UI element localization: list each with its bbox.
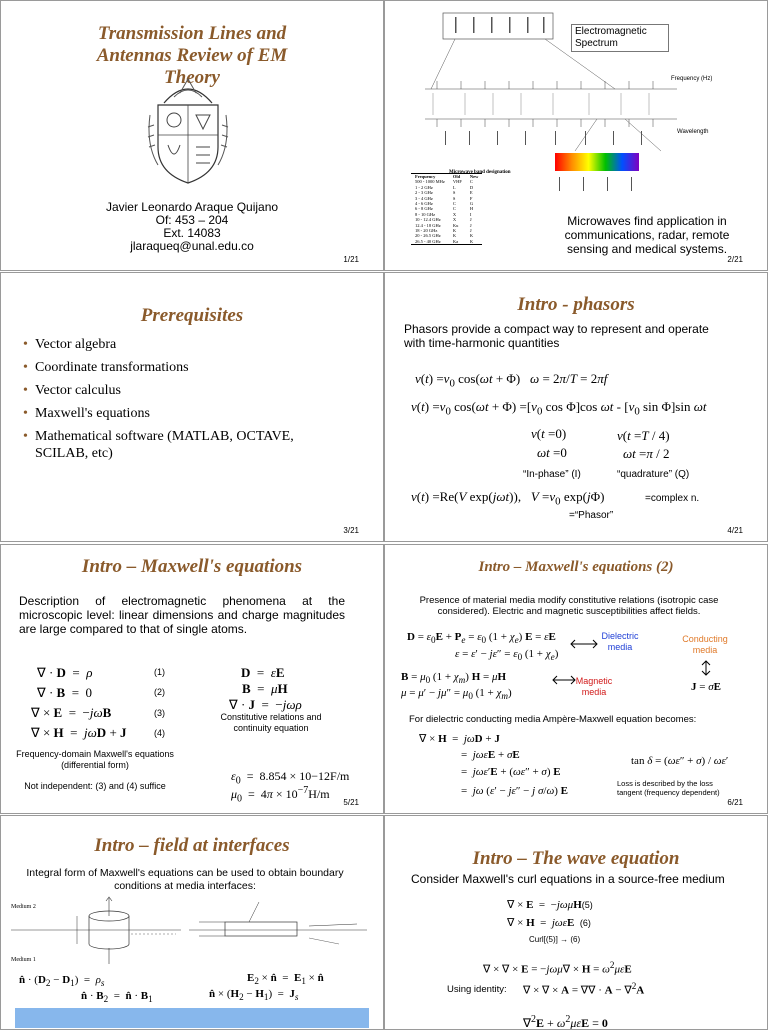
conducting-label: Conducting media <box>682 634 728 655</box>
list-item: • Maxwell's equations <box>23 405 343 422</box>
table-cell: J <box>469 222 472 228</box>
slide-title: Intro - phasors <box>517 294 635 315</box>
equation: $\mu = \mu' - j\mu'' = \mu_0$ $(1 + \chi_m)$ <box>401 687 512 702</box>
equation: ∇ × ∇ × $E = -j\omega\mu\nabla \times H = \omega^2\mu\varepsilon E$ <box>483 960 632 976</box>
wavelength-label: Wavelength <box>677 129 709 135</box>
table-cell: L <box>452 184 456 190</box>
table-header-cell: Old <box>452 174 461 179</box>
equation: $\nabla^2E + \omega^2\mu\varepsilon E = 0$ <box>523 1014 608 1030</box>
slide-title: Prerequisites <box>140 305 244 326</box>
equation: v(t) =Re(V exp(jωt)), $V =v_0$ exp(jΦ) <box>411 489 605 508</box>
slide-3 <box>0 272 384 542</box>
equation: $E_2$ × n̂ = $E_1$ × n̂ <box>247 972 324 987</box>
slide-7 <box>0 815 384 1030</box>
eq-number: (4) <box>154 728 165 738</box>
equation: ∇ × H = jωD + J <box>419 733 500 745</box>
equation: $v(t) =v_0$ cos(ωt + Φ) ω = 2π/T = 2πf <box>415 371 608 390</box>
table-cell: E <box>469 190 473 196</box>
equation: $D = \varepsilon_0E + P_e = \varepsilon_0$ $(1 + \chi_e)$ E = εE <box>407 631 556 646</box>
slide-5 <box>0 544 384 814</box>
vertical-double-arrow-icon <box>700 659 712 677</box>
complex-label: =complex n. <box>645 493 700 504</box>
table-cell: 26.5 - 40 GHz <box>415 238 441 244</box>
slide-2 <box>384 0 768 271</box>
table-cell: 6 - 8 GHz <box>415 206 433 212</box>
table-cell: 500 - 1000 MHz <box>415 179 445 185</box>
table-row <box>411 239 482 245</box>
phasor-label: =“Phasor” <box>569 510 614 521</box>
page-number: 2/21 <box>727 255 743 264</box>
email: jlaraqueq@unal.edu.co <box>130 239 254 253</box>
table-cell: Ka <box>452 238 459 244</box>
dielectric-label: Dielectric media <box>601 631 639 652</box>
equation: ωt =0 <box>537 445 567 460</box>
table-cell: D <box>469 184 474 190</box>
loss-caption: Loss is described by the loss tangent (frequency dependent) <box>617 779 720 797</box>
equation: ωt =π / 2 <box>623 446 670 461</box>
eq-number: (2) <box>154 687 165 697</box>
table-cell: H <box>469 206 474 212</box>
list-item: • Mathematical software (MATLAB, OCTAVE, SCILAB, etc) <box>23 428 343 462</box>
identity-label: Using identity: <box>447 984 507 995</box>
table-cell: X <box>452 211 457 217</box>
eps0-value: 8.854 × 10−12F/m <box>259 769 350 783</box>
equation: B = μH <box>242 681 288 696</box>
equation: tan δ = (ωε″ + σ) / ωε′ <box>631 755 729 767</box>
equation: v(t =0) <box>531 426 567 441</box>
table-header-cell: Frequency <box>415 174 436 179</box>
list-item: • Vector calculus <box>23 382 343 399</box>
frequency-domain-caption: Frequency-domain Maxwell's equations (differential form) <box>16 749 174 770</box>
interfaces-intro: Integral form of Maxwell's equations can be used to obtain boundary conditions at media interfaces: <box>26 867 344 892</box>
independence-note: Not independent: (3) and (4) suffice <box>24 781 166 791</box>
slide-title: Intro – field at interfaces <box>94 835 290 856</box>
table-cell: J <box>469 228 472 234</box>
band-table <box>411 173 482 245</box>
magnetic-label: Magnetic media <box>575 676 613 697</box>
slide-title: Intro – Maxwell's equations (2) <box>478 559 674 575</box>
pillbox-diagram <box>11 896 186 966</box>
curl-note: Curl[(5)] → (6) <box>529 935 581 944</box>
slide-title: Intro – Maxwell's equations <box>81 556 303 577</box>
table-cell: C <box>452 206 456 212</box>
wave-intro: Consider Maxwell's curl equations in a source-free medium <box>411 872 725 886</box>
slide-4 <box>384 272 768 542</box>
equation: ∇ × E = −jωμH(5) <box>507 899 593 911</box>
frequency-label: Frequency (Hz) <box>671 76 713 82</box>
table-cell: VHF <box>452 179 462 185</box>
equation: ∇ × E = −jωB <box>31 705 112 720</box>
equation: ∇ × H = jωD + J <box>31 725 127 740</box>
table-cell: S <box>452 190 456 196</box>
table-cell: 1 - 2 GHz <box>415 184 433 190</box>
page-number: 1/21 <box>343 255 359 264</box>
slide-title: Transmission Lines and Antennas Review of EM Theory <box>96 23 288 88</box>
equation: D = εE <box>241 665 285 680</box>
slide-6 <box>384 544 768 814</box>
table-cell: 12.4 - 18 GHz <box>415 222 441 228</box>
table-cell: K <box>469 238 474 244</box>
table-cell: S <box>452 195 456 201</box>
table-cell: K <box>452 233 457 239</box>
loop-diagram <box>189 896 369 966</box>
table-cell: J <box>469 217 472 223</box>
table-cell: 8 - 10 GHz <box>415 211 436 217</box>
equation: n̂ · $(D_2 - D_1) = \rho_s$ <box>19 974 105 989</box>
equation: J = σE <box>691 681 721 693</box>
microwave-caption: Microwaves find application in communications, radar, remote sensing and medical systems. <box>564 214 730 256</box>
prerequisites-list <box>23 336 343 468</box>
table-cell: K <box>452 228 457 234</box>
equation: $\mu_0 = 4\pi \times 10^{-7}H/m$ <box>231 785 330 805</box>
equation: ∇ × ∇ × A = ∇∇ · A − ∇$^2$A <box>523 981 645 997</box>
table-cell: 2 - 3 GHz <box>415 190 433 196</box>
eq-number: (3) <box>154 708 165 718</box>
page-number: 5/21 <box>343 798 359 807</box>
equation: $\varepsilon = \varepsilon' - j\varepsilon'' = \varepsilon_0$ $(1 + \chi_e)$ <box>455 648 559 663</box>
table-cell: K <box>469 233 474 239</box>
equation: ∇ · J = −jωρ <box>229 697 302 712</box>
table-cell: 10 - 12.4 GHz <box>415 217 441 223</box>
equation: = jω (ε′ − jε″ − j σ/ω) E <box>461 785 568 797</box>
author: Javier Leonardo Araque Quijano <box>105 200 279 214</box>
quadrature-label: “quadrature” (Q) <box>617 469 690 480</box>
page-number: 6/21 <box>727 798 743 807</box>
equation: ∇ · D = ρ <box>37 665 93 680</box>
extension: Ext. 14083 <box>163 226 221 240</box>
ampere-caption: For dielectric conducting media Ampère-Maxwell equation becomes: <box>409 714 697 725</box>
maxwell-description: Description of electromagnetic phenomena at the microscopic level: linear dimensions and charge magnitudes are large compared to that of single atoms. <box>19 594 345 636</box>
medium1-label: Medium 1 <box>11 957 36 963</box>
spectrum-title: Electromagnetic Spectrum <box>571 24 669 52</box>
constitutive-caption: Constitutive relations and continuity equation <box>220 712 322 733</box>
table-cell: F <box>469 195 473 201</box>
table-cell: 20 - 26.5 GHz <box>415 233 441 239</box>
equation: n̂ × $(H_2 - H_1) = J_s$ <box>209 988 299 1003</box>
equation: $\varepsilon_0 = 8.854 \times 10-12F/m$ <box>231 769 350 787</box>
equation: $v(t) =v_0$ $\cos(\omega t + \Phi) =[v_0$ cos Φ]cos ωt - [$v_0$ sin Φ]sin ωt <box>411 399 707 418</box>
equation: v(t =T / 4) <box>617 428 670 443</box>
university-crest-icon <box>144 75 232 187</box>
table-cell: C <box>452 201 456 207</box>
slide-title: Intro – The wave equation <box>472 848 680 869</box>
slide-1 <box>0 0 384 271</box>
table-cell: 4 - 6 GHz <box>415 201 433 207</box>
page-number: 4/21 <box>727 526 743 535</box>
list-item: • Coordinate transformations <box>23 359 343 376</box>
medium2-label: Medium 2 <box>11 904 36 910</box>
table-cell: C <box>469 179 473 185</box>
equation: ∇ · B = 0 <box>37 685 93 700</box>
slide-8 <box>384 815 768 1030</box>
phasor-intro: Phasors provide a compact way to represent and operate with time-harmonic quantities <box>404 322 709 350</box>
equation: $B = \mu_0$ $(1 + \chi_m)$ H = μH <box>401 671 507 686</box>
office: Of: 453 – 204 <box>155 213 229 227</box>
media-intro: Presence of material media modify constitutive relations (isotropic case considered). Electric and magnetic susceptibilities affect fields. <box>419 595 719 617</box>
table-cell: Ku <box>452 222 459 228</box>
eq-number: (1) <box>154 667 165 677</box>
page-number: 3/21 <box>343 526 359 535</box>
table-cell: 18 - 20 GHz <box>415 228 438 234</box>
equation: = jωε′E + (ωε″ + σ) E <box>461 766 561 778</box>
equation: n̂ · $B_2$ = n̂ · $B_1$ <box>81 990 153 1005</box>
inphase-label: “In-phase” (I) <box>523 469 581 480</box>
band-table-caption: Microwave band designation <box>449 170 511 175</box>
table-cell: I <box>469 211 472 217</box>
table-cell: 3 - 4 GHz <box>415 195 433 201</box>
table-cell: G <box>469 201 474 207</box>
list-item: • Vector algebra <box>23 336 343 353</box>
table-cell: X <box>452 217 457 223</box>
equation: ∇ × H = jωεE (6) <box>507 917 591 929</box>
equation: = jωεE + σE <box>461 749 520 761</box>
table-header-cell: New <box>469 174 479 179</box>
highlight-box <box>15 1008 369 1028</box>
